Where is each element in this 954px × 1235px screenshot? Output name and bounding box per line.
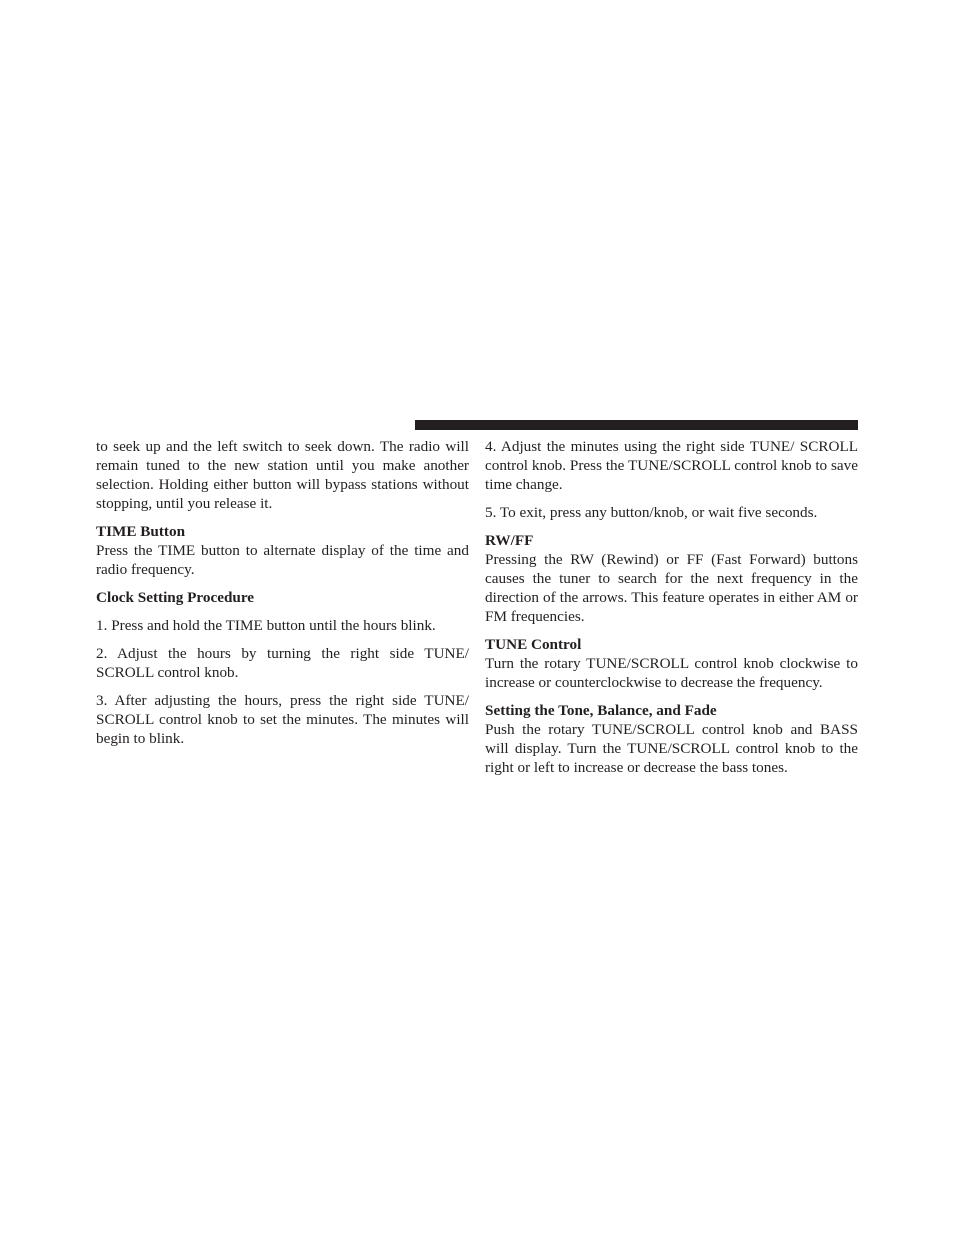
time-button-heading: TIME Button <box>96 523 186 540</box>
rw-ff-heading: RW/FF <box>485 532 534 549</box>
clock-step-3: 3. After adjusting the hours, press the right side TUNE/ SCROLL control knob to set the minutes. The minutes will begin to blink. <box>96 692 469 747</box>
clock-step-4: 4. Adjust the minutes using the right side TUNE/ SCROLL control knob. Press the TUNE/SCROLL control knob to save time change. <box>485 438 858 493</box>
time-button-paragraph: Press the TIME button to alternate display of the time and radio frequency. <box>96 542 469 578</box>
clock-setting-heading: Clock Setting Procedure <box>96 589 255 606</box>
section-header-bar <box>415 420 858 430</box>
tune-control-paragraph: Turn the rotary TUNE/SCROLL control knob clockwise to increase or counterclockwise to decrease the frequency. <box>485 655 858 691</box>
tone-heading: Setting the Tone, Balance, and Fade <box>485 702 717 719</box>
left-column <box>96 437 469 757</box>
clock-step-2: 2. Adjust the hours by turning the right side TUNE/ SCROLL control knob. <box>96 645 469 681</box>
clock-step-1: 1. Press and hold the TIME button until the hours blink. <box>96 617 436 634</box>
clock-step-5: 5. To exit, press any button/knob, or wait five seconds. <box>485 504 818 521</box>
tone-paragraph: Push the rotary TUNE/SCROLL control knob and BASS will display. Turn the TUNE/SCROLL control knob to the right or left to increase or decrease the bass tones. <box>485 721 858 776</box>
right-column <box>485 437 858 786</box>
rw-ff-paragraph: Pressing the RW (Rewind) or FF (Fast Forward) buttons causes the tuner to search for the next frequency in the direction of the arrows. This feature operates in either AM or FM frequencies. <box>485 551 858 625</box>
intro-paragraph: to seek up and the left switch to seek down. The radio will remain tuned to the new station until you make another selection. Holding either button will bypass stations without stopping, until you release it. <box>96 438 469 512</box>
tune-control-heading: TUNE Control <box>485 636 582 653</box>
